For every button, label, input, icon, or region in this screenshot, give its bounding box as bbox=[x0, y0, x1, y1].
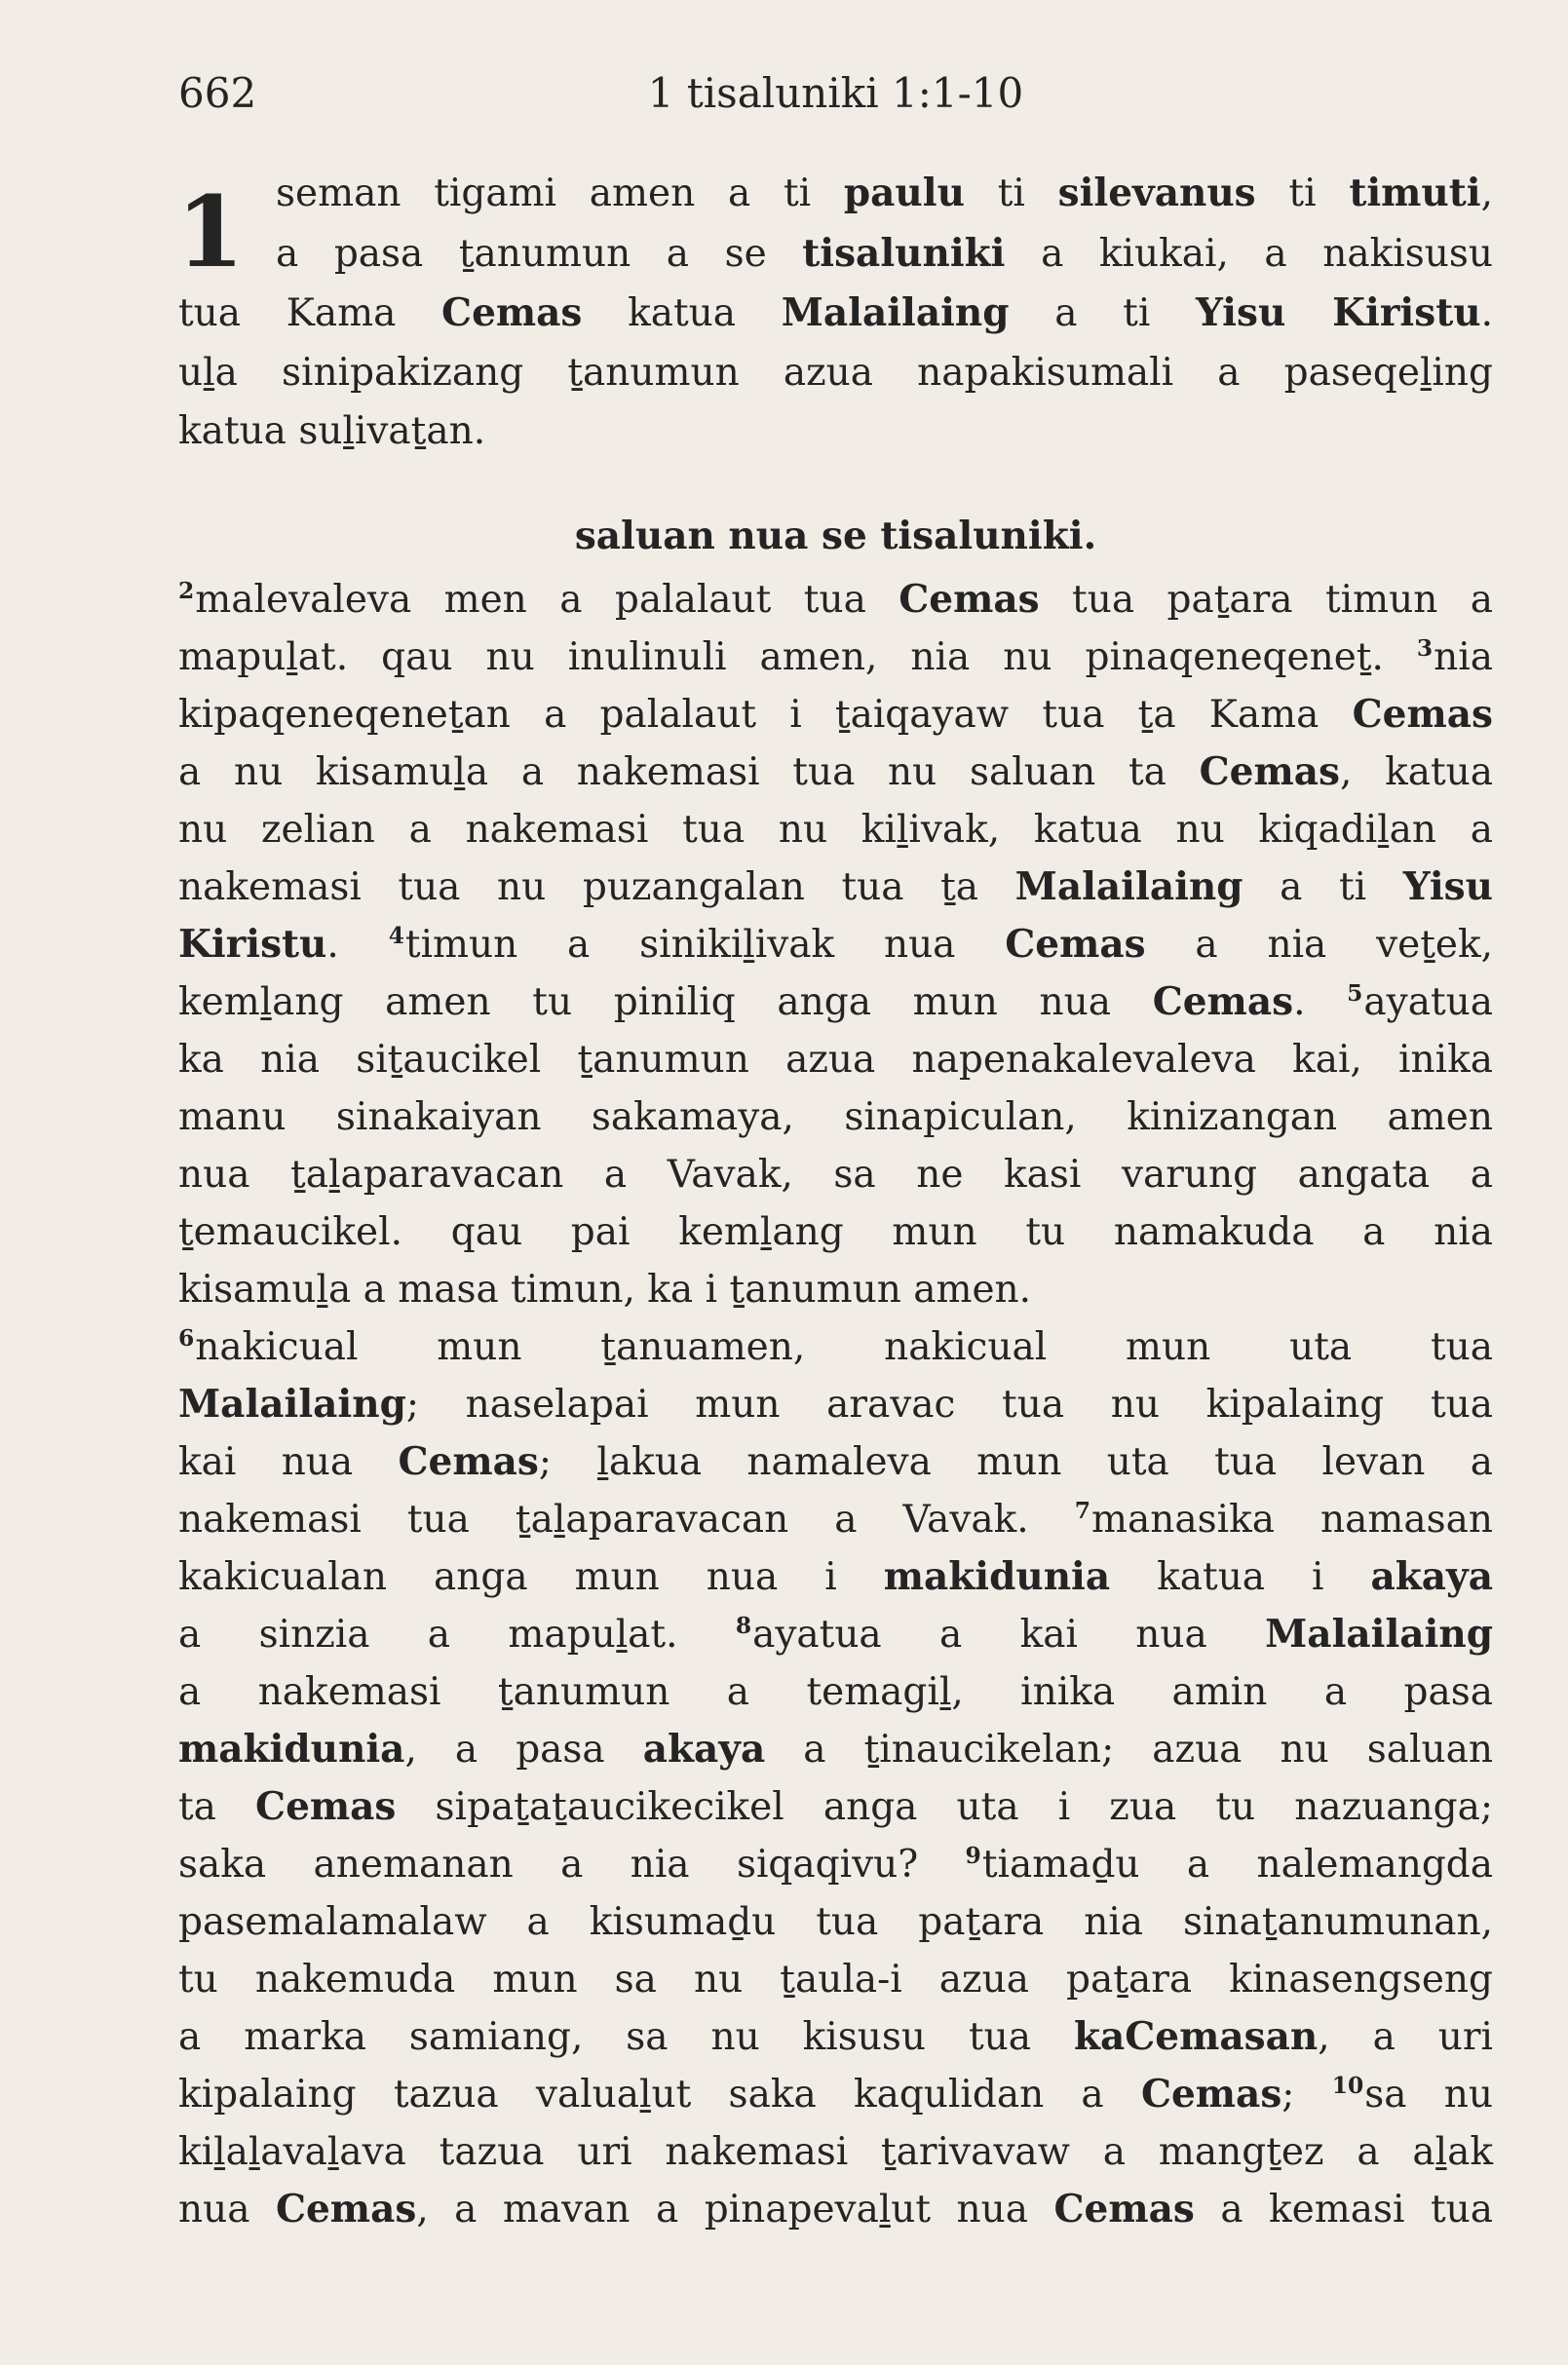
text-run: kipalaing tazua valuaḻut saka kaqulidan a bbox=[178, 2073, 1141, 2117]
text-line bbox=[178, 284, 1493, 344]
text-run: a sinzia a mapuḻat. bbox=[178, 1613, 736, 1657]
text-line bbox=[178, 1433, 1493, 1491]
text-line bbox=[178, 1318, 1493, 1376]
text-line bbox=[178, 1491, 1493, 1548]
text-run: ti bbox=[1255, 172, 1350, 215]
text-run: manasika namasan bbox=[1091, 1498, 1494, 1542]
section-heading: saluan nua se tisaluniki. bbox=[574, 514, 1097, 558]
text-run: a kiukai, a nakisusu bbox=[1005, 231, 1493, 276]
text-run: nakemasi tua ṯaḻaparavacan a Vavak. bbox=[178, 1498, 1075, 1542]
text-line bbox=[178, 744, 1493, 801]
bold-name: timuti bbox=[1349, 171, 1481, 215]
text-run: nakemasi tua nu puzangalan tua ṯa bbox=[178, 865, 1015, 909]
text-line bbox=[178, 1721, 1493, 1778]
text-run: , bbox=[1480, 172, 1493, 215]
text-line bbox=[178, 1203, 1493, 1261]
bold-name: Cemas bbox=[899, 577, 1040, 622]
text-run: ka nia siṯaucikel ṯanumun azua napenakalevaleva kai, inika bbox=[178, 1038, 1493, 1082]
text-run: a ti bbox=[1243, 865, 1403, 909]
text-run: katua bbox=[582, 291, 782, 335]
text-line bbox=[178, 2066, 1493, 2123]
text-line bbox=[178, 2123, 1493, 2181]
text-run: tua Kama bbox=[178, 291, 442, 335]
text-run: a nia veṯek, bbox=[1145, 923, 1493, 967]
text-line bbox=[178, 1778, 1493, 1836]
bold-name: akaya bbox=[642, 1727, 766, 1772]
text-run: ayatua bbox=[1363, 980, 1493, 1024]
text-line bbox=[178, 2181, 1493, 2238]
verse-number: 4 bbox=[388, 921, 404, 949]
text-line bbox=[178, 1031, 1493, 1088]
text-line bbox=[178, 1376, 1493, 1433]
bold-name: akaya bbox=[1370, 1554, 1493, 1599]
bold-name: Kiristu bbox=[178, 922, 327, 967]
text-run: , katua bbox=[1339, 750, 1493, 794]
bold-name: silevanus bbox=[1057, 171, 1256, 215]
text-run: sa nu bbox=[1364, 2073, 1493, 2117]
text-run: ayatua a kai nua bbox=[752, 1613, 1266, 1657]
text-run: tiamaḏu a nalemangda bbox=[981, 1843, 1493, 1887]
text-line bbox=[178, 402, 1493, 462]
text-line bbox=[178, 1606, 1493, 1663]
text-line bbox=[178, 1146, 1493, 1203]
bold-name: kaCemasan bbox=[1073, 2014, 1319, 2059]
text-run: a ṯinaucikelan; azua nu saluan bbox=[765, 1728, 1493, 1772]
bold-name: Malailaing bbox=[1265, 1612, 1493, 1657]
text-run: ; bbox=[1281, 2073, 1332, 2117]
text-line bbox=[178, 916, 1493, 973]
text-line bbox=[178, 1663, 1493, 1721]
verse-number: 7 bbox=[1074, 1496, 1090, 1524]
text-run: nia bbox=[1434, 635, 1493, 679]
text-run: pasemalamalaw a kisumaḏu tua paṯara nia sinaṯanumunan, bbox=[178, 1900, 1493, 1944]
text-run: kakicualan anga mun nua i bbox=[178, 1555, 884, 1599]
text-run: . bbox=[1480, 291, 1493, 335]
text-line bbox=[178, 571, 1493, 629]
body-text bbox=[178, 571, 1493, 2238]
bold-name: Yisu Kiristu bbox=[1196, 290, 1481, 335]
bold-name: paulu bbox=[843, 171, 965, 215]
text-run: saka anemanan a nia siqaqivu? bbox=[178, 1843, 966, 1887]
bold-name: Cemas bbox=[1352, 692, 1493, 737]
bold-name: makidunia bbox=[178, 1727, 405, 1772]
text-run: ; ḻakua namaleva mun uta tua levan a bbox=[538, 1440, 1494, 1484]
bold-name: Yisu bbox=[1402, 864, 1493, 909]
paragraph bbox=[178, 571, 1493, 1318]
text-line bbox=[178, 629, 1493, 686]
bold-name: Malailaing bbox=[178, 1382, 406, 1427]
text-line bbox=[178, 1893, 1493, 1951]
bold-name: tisaluniki bbox=[802, 230, 1006, 276]
text-line bbox=[178, 1836, 1493, 1893]
text-run: ti bbox=[964, 172, 1058, 215]
text-run: ṯemaucikel. qau pai kemḻang mun tu namakuda a nia bbox=[178, 1210, 1493, 1254]
text-run: ; naselapai mun aravac tua nu kipalaing tua bbox=[405, 1383, 1493, 1427]
text-run: a pasa ṯanumun a se bbox=[276, 231, 803, 276]
text-run: , a mavan a pinapevaḻut nua bbox=[416, 2188, 1054, 2231]
text-run: seman tigami amen a ti bbox=[276, 172, 844, 215]
bold-name: Cemas bbox=[398, 1439, 539, 1484]
bold-name: Cemas bbox=[275, 2187, 417, 2231]
text-run: tu nakemuda mun sa nu ṯaula-i azua paṯara kinasengseng bbox=[178, 1958, 1493, 2002]
text-run: . bbox=[1293, 980, 1348, 1024]
text-run: a nu kisamuḻa a nakemasi tua nu saluan ta bbox=[178, 750, 1200, 794]
text-line bbox=[276, 224, 1493, 285]
text-run: , a uri bbox=[1318, 2015, 1493, 2059]
text-run: nua ṯaḻaparavacan a Vavak, sa ne kasi varung angata a bbox=[178, 1153, 1493, 1197]
text-run: ta bbox=[178, 1785, 256, 1829]
text-line bbox=[178, 1951, 1493, 2008]
text-run: uḻa sinipakizang ṯanumun azua napakisumali a paseqeḻing bbox=[178, 350, 1493, 395]
text-line bbox=[178, 686, 1493, 744]
running-header bbox=[178, 64, 1493, 123]
text-line bbox=[178, 1261, 1493, 1318]
page-number: 662 bbox=[178, 69, 257, 117]
text-run: kemḻang amen tu piniliq anga mun nua bbox=[178, 980, 1153, 1024]
text-run: katua i bbox=[1110, 1555, 1371, 1599]
bold-name: Cemas bbox=[1005, 922, 1146, 967]
bold-name: Malailaing bbox=[1014, 864, 1243, 909]
text-line bbox=[178, 801, 1493, 858]
bold-name: Cemas bbox=[255, 1784, 397, 1829]
text-run: mapuḻat. qau nu inulinuli amen, nia nu pinaqeneqeneṯ. bbox=[178, 635, 1417, 679]
opening-paragraph bbox=[178, 164, 1493, 462]
text-run: kiḻaḻavaḻava tazua uri nakemasi ṯarivavaw a mangṯez a aḻak bbox=[178, 2130, 1493, 2174]
text-line bbox=[178, 2008, 1493, 2066]
text-line bbox=[178, 973, 1493, 1031]
verse-number: 3 bbox=[1416, 633, 1434, 662]
verse-number: 5 bbox=[1347, 978, 1363, 1007]
text-run: a marka samiang, sa nu kisusu tua bbox=[178, 2015, 1074, 2059]
text-run: . bbox=[326, 923, 389, 967]
text-run: kisamuḻa a masa timun, ka i ṯanumun amen. bbox=[178, 1268, 1032, 1312]
text-run: tua paṯara timun a bbox=[1039, 578, 1493, 622]
bold-name: Cemas bbox=[1152, 979, 1294, 1024]
chapter-number: 1 bbox=[176, 174, 245, 289]
bold-name: Malailaing bbox=[781, 290, 1010, 335]
text-run: , a pasa bbox=[404, 1728, 643, 1772]
bold-name: Cemas bbox=[1053, 2187, 1195, 2231]
text-run: nakicual mun ṯanuamen, nakicual mun uta tua bbox=[195, 1325, 1493, 1369]
bold-name: Cemas bbox=[1199, 749, 1340, 794]
text-line bbox=[178, 344, 1493, 403]
text-run: a nakemasi ṯanumun a temagiḻ, inika amin a pasa bbox=[178, 1670, 1493, 1714]
bold-name: makidunia bbox=[883, 1554, 1111, 1599]
verse-number: 6 bbox=[178, 1323, 195, 1352]
verse-number: 9 bbox=[965, 1841, 981, 1869]
text-run: timun a sinikiḻivak nua bbox=[404, 923, 1006, 967]
text-run: manu sinakaiyan sakamaya, sinapiculan, kinizangan amen bbox=[178, 1095, 1493, 1139]
text-run: a ti bbox=[1009, 291, 1197, 335]
text-run: nu zelian a nakemasi tua nu kiḻivak, katua nu kiqadiḻan a bbox=[178, 808, 1493, 852]
text-run: nua bbox=[178, 2188, 276, 2231]
running-head: 1 tisaluniki 1:1-10 bbox=[647, 69, 1024, 117]
text-run: kipaqeneqeneṯan a palalaut i ṯaiqayaw tua ṯa Kama bbox=[178, 693, 1353, 737]
text-line bbox=[178, 1548, 1493, 1606]
bold-name: Cemas bbox=[1140, 2072, 1282, 2117]
text-line bbox=[178, 858, 1493, 916]
bold-name: Cemas bbox=[441, 290, 583, 335]
text-run: sipaṯaṯaucikecikel anga uta i zua tu nazuanga; bbox=[396, 1785, 1493, 1829]
text-line bbox=[276, 164, 1493, 224]
text-run: kai nua bbox=[178, 1440, 399, 1484]
text-run: katua suḻivaṯan. bbox=[178, 409, 486, 453]
verse-number: 10 bbox=[1331, 2071, 1364, 2099]
paragraph bbox=[178, 1318, 1493, 2238]
text-run: malevaleva men a palalaut tua bbox=[195, 578, 899, 622]
verse-number: 8 bbox=[735, 1611, 752, 1639]
text-run: a kemasi tua bbox=[1194, 2188, 1493, 2231]
verse-number: 2 bbox=[178, 576, 195, 604]
text-line bbox=[178, 1088, 1493, 1146]
